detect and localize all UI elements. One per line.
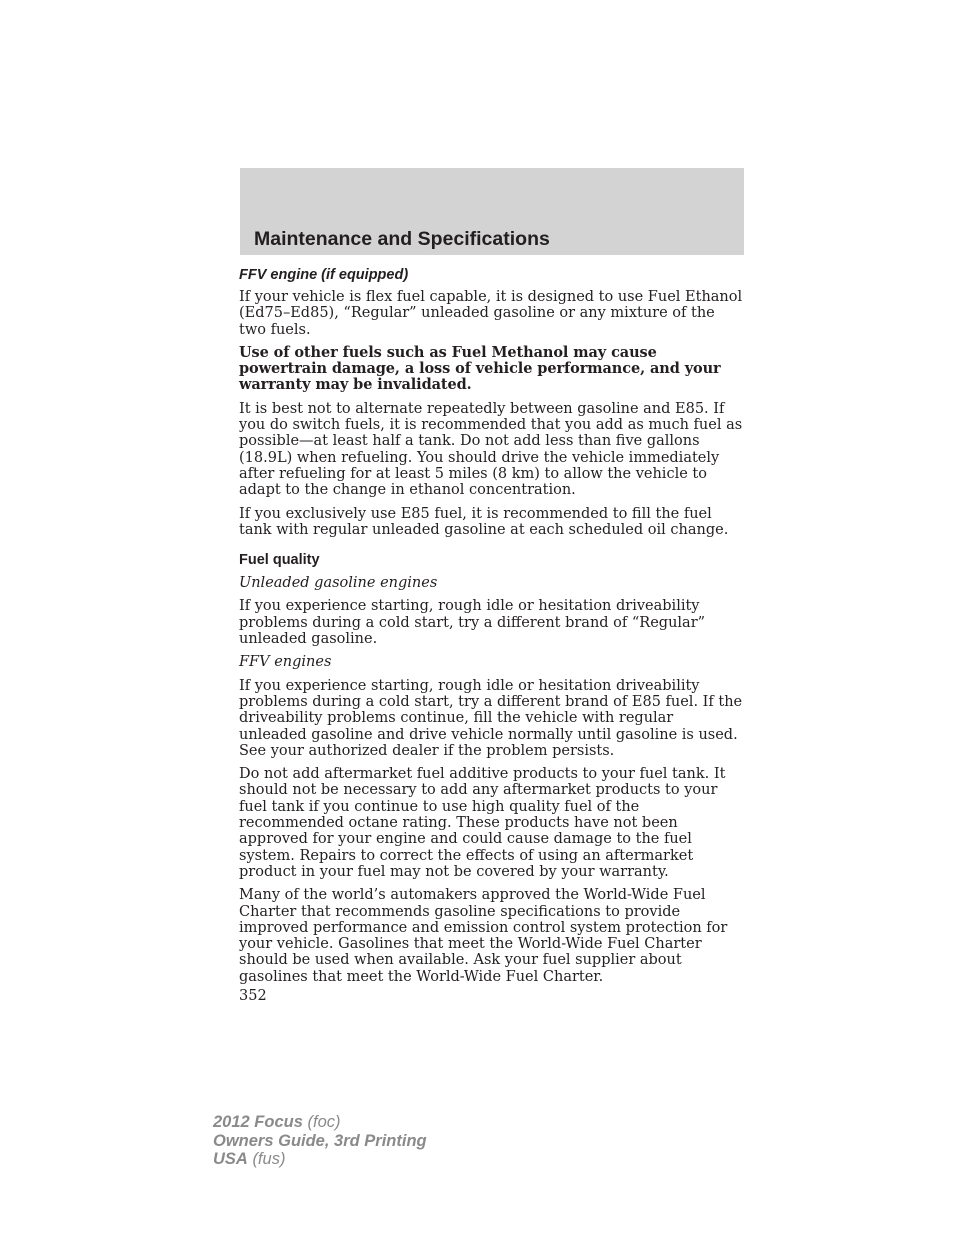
ffv-intro-paragraph: If your vehicle is flex fuel capable, it is designed to use Fuel Ethanol (Ed75–Ed85), “Regular” unleaded gasoline or any mixture of the two fuels. — [239, 289, 743, 338]
document-footer — [213, 1113, 427, 1169]
unleaded-engines-paragraph: If you experience starting, rough idle or hesitation driveability problems during a cold start, try a different brand of “Regular” unleaded gasoline. — [239, 598, 706, 648]
footer-region-code: (fus) — [252, 1150, 286, 1168]
footer-model-line — [213, 1113, 427, 1132]
e85-exclusive-paragraph: If you exclusively use E85 fuel, it is recommended to fill the fuel tank with regular unleaded gasoline at each scheduled oil change. — [239, 505, 729, 538]
footer-model: 2012 Focus — [213, 1113, 303, 1131]
fuel-warning-paragraph: Use of other fuels such as Fuel Methanol may cause powertrain damage, a loss of vehicle performance, and your warranty may be invalidated. — [239, 343, 721, 394]
footer-region: USA — [213, 1150, 248, 1168]
footer-guide: Owners Guide, 3rd Printing — [213, 1131, 427, 1150]
unleaded-engines-label: Unleaded gasoline engines — [239, 575, 438, 592]
fuel-additives-paragraph: Do not add aftermarket fuel additive products to your fuel tank. It should not be necessary to add any aftermarket products to your fuel tank if you continue to use high quality fuel of the recommended octane rating. These products have not been approved for your engine and could cause damage to the fuel system. Repairs to correct the effects of using an aftermarket product in your fuel may not be covered by your warranty. — [239, 766, 726, 880]
ffv-engines-label: FFV engines — [239, 654, 332, 671]
section-title: Maintenance and Specifications — [254, 228, 550, 250]
page-number: 352 — [239, 987, 267, 1004]
page-content — [239, 267, 745, 1004]
fuel-charter-paragraph: Many of the world’s automakers approved the World-Wide Fuel Charter that recommends gasoline specifications to provide improved performance and emission control system protection for your vehicle. Gasolines that meet the World-Wide Fuel Charter should be used when available. Ask your fuel supplier about gasolines that meet the World-Wide Fuel Charter. — [239, 887, 728, 985]
footer-region-line — [213, 1150, 427, 1169]
footer-guide-line — [213, 1132, 427, 1151]
ffv-engine-heading: FFV engine (if equipped) — [239, 267, 409, 283]
alternate-fuels-paragraph: It is best not to alternate repeatedly between gasoline and E85. If you do switch fuels, it is recommended that you add as much fuel as possible—at least half a tank. Do not add less than five gallons (18.9L) when refueling. You should drive the vehicle immediately after refueling for at least 5 miles (8 km) to allow the vehicle to adapt to the change in ethanol concentration. — [239, 400, 743, 499]
fuel-quality-heading: Fuel quality — [239, 552, 320, 569]
ffv-engines-paragraph: If you experience starting, rough idle or hesitation driveability problems during a cold start, try a different brand of E85 fuel. If the driveability problems continue, fill the vehicle with regular unleaded gasoline and drive vehicle normally until gasoline is used. See your authorized dealer if the problem persists. — [239, 677, 743, 759]
footer-model-code: (foc) — [307, 1113, 341, 1131]
section-header-band — [240, 168, 744, 255]
